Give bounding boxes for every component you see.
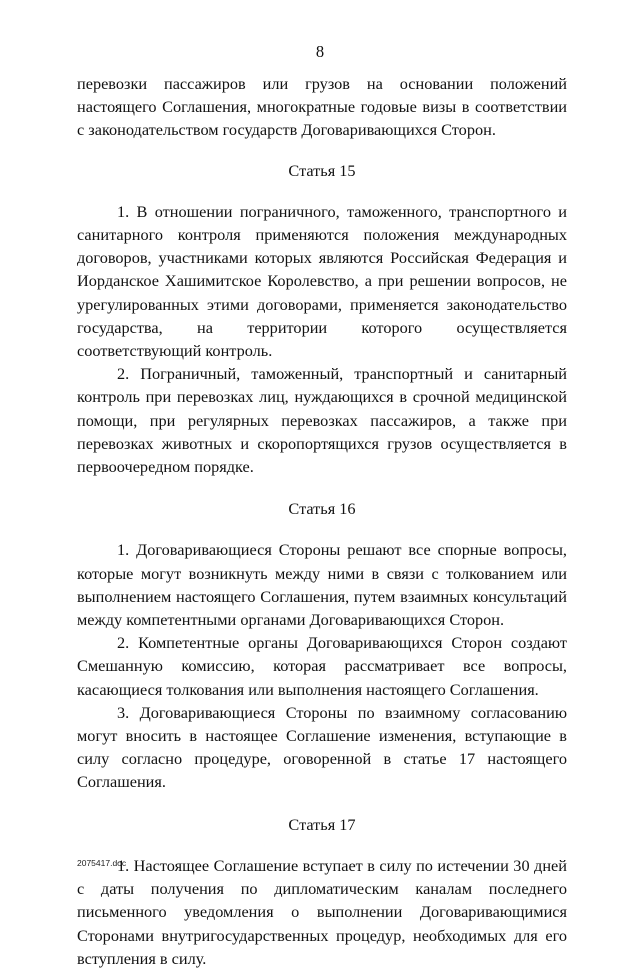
article-16-paragraph-1: 1. Договаривающиеся Стороны решают все спорные вопросы, которые могут возникнуть между ними в связи с толкованием или выполнением настоящего Соглашения, путем взаимных консультаций между компетентными органами Договаривающихся Сторон.	[77, 540, 567, 630]
article-16-paragraph-3: 3. Договаривающиеся Стороны по взаимному согласованию могут вносить в настоящее Соглашение изменения, вступающие в силу согласно процедуре, оговоренной в статье 17 настоящего Соглашения.	[77, 702, 567, 792]
intro-paragraph: перевозки пассажиров или грузов на основании положений настоящего Соглашения, многократные годовые визы в соответствии с законодательством государств Договаривающихся Сторон.	[77, 74, 567, 140]
article-16-heading: Статья 16	[288, 499, 356, 519]
article-15-heading: Статья 15	[288, 160, 356, 180]
article-15-paragraph-2: 2. Пограничный, таможенный, транспортный и санитарный контроль при перевозках лиц, нуждающихся в срочной медицинской помощи, при регулярных перевозках пассажиров, а также при перевозках животных и скоропортящихся грузов осуществляется в первоочередном порядке.	[77, 364, 567, 477]
article-17-paragraph-1: 1. Настоящее Соглашение вступает в силу по истечении 30 дней с даты получения по дипломатическим каналам последнего письменного уведомления о выполнении Договаривающимися Сторонами внутригосударственных процедур, необходимых для его вступления в силу.	[77, 855, 567, 968]
document-body	[77, 72, 567, 970]
article-15-paragraph-1: 1. В отношении пограничного, таможенного, транспортного и санитарного контроля применяются положения международных договоров, участниками которых являются Российская Федерация и Иорданское Хашимитское Королевство, а при решении вопросов, не урегулированных этими договорами, применяется законодательство государства, на территории которого осуществляется соответствующий контроль.	[77, 201, 567, 361]
article-16-paragraph-2: 2. Компетентные органы Договаривающихся Сторон создают Смешанную комиссию, которая рассматривает все вопросы, касающиеся толкования или выполнения настоящего Соглашения.	[77, 633, 567, 699]
article-17-heading: Статья 17	[288, 814, 356, 834]
page-number: 8	[315, 42, 325, 61]
document-filename: 2075417.doc	[77, 858, 127, 868]
